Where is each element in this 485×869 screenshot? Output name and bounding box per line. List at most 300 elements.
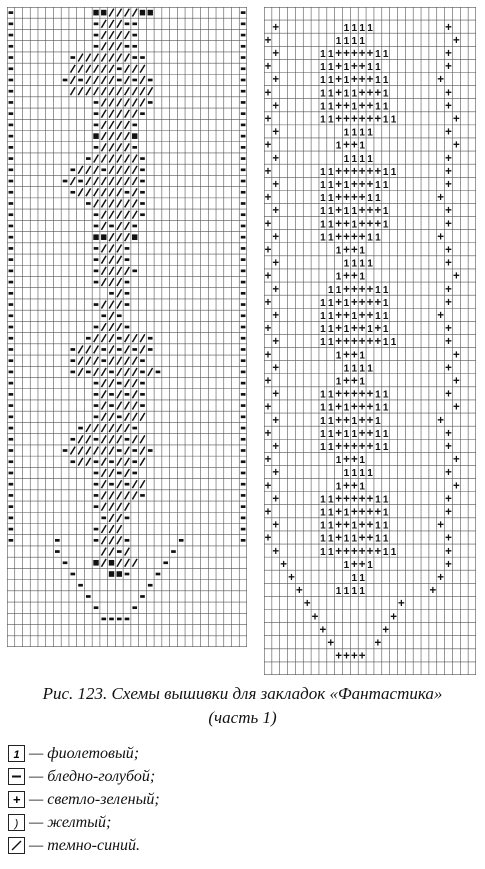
stitch-pale-blue [94, 101, 99, 104]
stitch-pale-blue [148, 337, 153, 340]
stitch-violet: 1 [390, 114, 397, 126]
stitch-violet: 1 [343, 62, 350, 74]
stitch-dark-blue [101, 323, 106, 331]
stitch-light-green: + [366, 401, 374, 414]
stitch-violet: 1 [351, 311, 358, 322]
stitch-dark-blue [132, 491, 137, 499]
stitch-violet: 1 [382, 101, 389, 113]
stitch-pale-blue [241, 359, 246, 362]
stitch-light-green: + [272, 310, 280, 322]
stitch-pale-blue [9, 157, 14, 160]
stitch-violet: 1 [343, 533, 350, 545]
stitch-dark-blue [109, 188, 114, 196]
stitch-pale-blue [70, 460, 75, 463]
stitch-light-green: + [264, 87, 272, 100]
stitch-violet: 1 [382, 337, 389, 349]
stitch-violet: 1 [382, 533, 389, 545]
stitch-light-green: + [350, 650, 358, 663]
stitch-pale-blue [140, 191, 145, 194]
stitch-light-green: + [445, 558, 452, 571]
stitch-light-green: + [335, 74, 342, 87]
stitch-light-green: + [366, 48, 374, 61]
stitch-dark-blue [101, 155, 106, 163]
stitch-violet: 1 [390, 546, 397, 558]
stitch-pale-blue [63, 180, 68, 183]
stitch-light-green: + [343, 244, 350, 257]
stitch-light-green: + [366, 283, 374, 296]
stitch-pale-blue [94, 528, 99, 531]
stitch-violet: 1 [327, 533, 334, 545]
stitch-pale-blue [9, 45, 14, 48]
stitch-dark-blue [86, 357, 91, 365]
stitch-pale-blue [140, 56, 145, 59]
stitch-pale-blue [94, 45, 99, 48]
stitch-light-green: + [398, 598, 405, 611]
stitch-light-green: + [343, 440, 350, 453]
stitch-dark-blue [109, 346, 114, 354]
stitch-pale-blue [9, 213, 14, 216]
stitch-violet: 1 [320, 62, 326, 74]
stitch-dark-blue [86, 346, 91, 354]
stitch-light-green: + [366, 87, 374, 100]
stitch-dark-blue [109, 503, 114, 511]
stitch-dark-blue [109, 76, 114, 84]
stitch-light-green: + [374, 545, 382, 558]
stitch-light-green: + [350, 545, 358, 558]
stitch-dark-blue [125, 491, 130, 499]
stitch-light-green: + [335, 336, 342, 349]
stitch-dark-blue [117, 188, 122, 196]
stitch-light-green: + [264, 244, 272, 257]
stitch-pale-blue [241, 168, 246, 171]
stitch-light-green: + [358, 296, 366, 309]
stitch-dark-blue [117, 525, 122, 533]
stitch-pale-blue [241, 56, 246, 59]
stitch-pale-blue [156, 573, 161, 576]
stitch-dark-blue [132, 379, 137, 387]
stitch-light-green: + [358, 61, 366, 74]
stitch-violet: 1 [375, 402, 381, 414]
stitch-violet: 1 [351, 428, 358, 440]
stitch-light-green: + [350, 323, 358, 336]
stitch-pale-blue [117, 79, 122, 82]
stitch-violet: 1 [375, 311, 381, 322]
stitch-dark-blue [109, 233, 114, 241]
stitch-violet: 1 [351, 572, 358, 584]
stitch-light-green: + [335, 165, 342, 178]
stitch-dark-blue [117, 211, 122, 219]
stitch-dark-blue [125, 87, 130, 95]
stitch-violet: 1 [320, 193, 326, 205]
stitch-light-green: + [264, 375, 272, 388]
stitch-violet: 1 [351, 533, 358, 545]
stitch-dark-blue [101, 222, 106, 230]
stitch-pale-blue [9, 168, 14, 171]
stitch-light-green: + [445, 152, 452, 165]
stitch-dark-blue [117, 99, 122, 107]
stitch-pale-blue-bold [140, 10, 145, 16]
stitch-dark-blue [101, 200, 106, 208]
stitch-pale-blue [9, 371, 14, 374]
stitch-light-green: + [343, 454, 350, 467]
stitch-violet: 1 [320, 415, 326, 427]
stitch-light-green: + [437, 310, 445, 322]
stitch-pale-blue [9, 326, 14, 329]
stitch-pale-blue [125, 393, 130, 396]
stitch-dark-blue [140, 435, 145, 443]
stitch-dark-blue [101, 143, 106, 151]
stitch-pale-blue-bold [109, 571, 114, 577]
stitch-violet: 1 [335, 284, 342, 296]
stitch-dark-blue [140, 99, 145, 107]
stitch-violet: 1 [343, 324, 350, 336]
stitch-dark-blue [117, 31, 122, 39]
stitch-dark-blue [86, 188, 91, 196]
stitch-dark-blue [101, 334, 106, 342]
stitch-violet: 1 [343, 428, 350, 440]
stitch-dark-blue [109, 469, 114, 477]
stitch-violet: 1 [327, 193, 334, 205]
stitch-light-green: + [453, 270, 460, 283]
stitch-pale-blue [94, 213, 99, 216]
stitch-dark-blue [94, 155, 99, 163]
stitch-light-green: + [445, 388, 452, 401]
stitch-light-green: + [272, 205, 280, 218]
stitch-pale-blue [109, 225, 114, 228]
stitch-dark-blue [117, 155, 122, 163]
stitch-pale-blue [241, 494, 246, 497]
stitch-pale-blue [125, 281, 130, 284]
stitch-pale-blue [132, 460, 137, 463]
stitch-violet: 1 [327, 546, 334, 558]
stitch-violet: 1 [343, 75, 350, 87]
stitch-pale-blue [109, 460, 114, 463]
stitch-pale-blue [241, 236, 246, 239]
stitch-violet: 1 [327, 494, 334, 506]
stitch-dark-blue [125, 54, 130, 62]
stitch-light-green: + [343, 349, 350, 362]
stitch-pale-blue [241, 382, 246, 385]
stitch-pale-blue [55, 539, 60, 542]
stitch-pale-blue [9, 337, 14, 340]
stitch-violet: 1 [320, 114, 326, 126]
stitch-pale-blue [140, 180, 145, 183]
stitch-dark-blue [109, 99, 114, 107]
stitch-violet: 1 [382, 428, 389, 440]
stitch-violet: 1 [327, 520, 334, 532]
stitch-pale-blue [241, 438, 246, 441]
stitch-dark-blue [94, 54, 99, 62]
stitch-dark-blue [101, 211, 106, 219]
stitch-violet: 1 [320, 428, 326, 440]
stitch-pale-blue-bold [132, 234, 137, 240]
stitch-light-green: + [358, 74, 366, 87]
stitch-light-green: + [350, 113, 358, 126]
stitch-dark-blue [132, 211, 137, 219]
stitch-pale-blue [241, 270, 246, 273]
stitch-violet: 1 [382, 114, 389, 126]
stitch-pale-blue [9, 258, 14, 261]
stitch-pale-blue [101, 348, 106, 351]
stitch-pale-blue [63, 79, 68, 82]
stitch-violet: 1 [320, 337, 326, 349]
stitch-pale-blue [132, 146, 137, 149]
stitch-violet: 1 [327, 311, 334, 322]
stitch-dark-blue [101, 121, 106, 129]
stitch-dark-blue [101, 503, 106, 511]
stitch-dark-blue [125, 559, 130, 567]
stitch-pale-blue [9, 382, 14, 385]
stitch-dark-blue [109, 121, 114, 129]
stitch-light-green: + [374, 323, 382, 336]
stitch-pale-blue [241, 258, 246, 261]
stitch-violet: 1 [320, 75, 326, 87]
stitch-pale-blue [132, 79, 137, 82]
stitch-dark-blue [109, 42, 114, 50]
stitch-pale-blue [94, 438, 99, 441]
figure-caption-part: (часть 1) [208, 708, 277, 727]
stitch-pale-blue [140, 112, 145, 115]
stitch-pale-blue [70, 348, 75, 351]
stitch-violet: 1 [327, 297, 334, 309]
stitch-dark-blue [101, 379, 106, 387]
stitch-dark-blue [109, 536, 114, 544]
stitch-violet: 1 [335, 350, 342, 362]
stitch-pale-blue [117, 550, 122, 553]
stitch-light-green: + [350, 192, 358, 205]
stitch-light-green: + [272, 152, 280, 165]
stitch-pale-blue [241, 449, 246, 452]
stitch-pale-blue [9, 11, 14, 14]
stitch-dark-blue [132, 166, 137, 174]
stitch-light-green: + [437, 414, 445, 427]
stitch-dark-blue [86, 65, 91, 73]
stitch-pale-blue [94, 281, 99, 284]
stitch-pale-blue [132, 22, 137, 25]
stitch-violet: 1 [320, 546, 326, 558]
stitch-pale-blue [132, 348, 137, 351]
stitch-dark-blue [109, 548, 114, 556]
stitch-pale-blue [9, 460, 14, 463]
stitch-light-green: + [366, 113, 374, 126]
stitch-violet: 1 [343, 127, 350, 139]
stitch-light-green: + [358, 401, 366, 414]
stitch-pale-blue [9, 505, 14, 508]
stitch-light-green: + [343, 388, 350, 401]
stitch-light-green: + [358, 87, 366, 100]
stitch-dark-blue [125, 402, 130, 410]
stitch-violet: 1 [335, 140, 342, 152]
stitch-pale-blue [241, 213, 246, 216]
stitch-light-green: + [264, 165, 272, 178]
stitch-violet: 1 [320, 180, 326, 192]
stitch-light-green: + [445, 336, 452, 349]
stitch-pale-blue [9, 56, 14, 59]
stitch-dark-blue [132, 87, 137, 95]
stitch-violet: 1 [375, 232, 381, 244]
stitch-dark-blue [101, 525, 106, 533]
stitch-pale-blue [132, 45, 137, 48]
stitch-light-green: + [350, 401, 358, 414]
stitch-dark-blue [148, 87, 153, 95]
stitch-dark-blue [78, 346, 83, 354]
stitch-violet: 1 [351, 206, 358, 218]
stitch-light-green: + [335, 113, 342, 126]
stitch-violet: 1 [382, 324, 389, 336]
stitch-light-green: + [358, 506, 366, 519]
stitch-violet: 1 [359, 350, 365, 362]
stitch-light-green: + [335, 506, 342, 519]
stitch-pale-blue [101, 314, 106, 317]
stitch-dark-blue [109, 323, 114, 331]
stitch-pale-blue [109, 618, 114, 621]
stitch-light-green: + [445, 545, 452, 558]
stitch-dark-blue [125, 334, 130, 342]
stitch-violet: 1 [320, 402, 326, 414]
stitch-pale-blue [148, 348, 153, 351]
stitch-dark-blue [117, 559, 122, 567]
stitch-light-green: + [335, 296, 342, 309]
stitch-violet: 1 [359, 153, 365, 165]
stitch-pale-blue [78, 180, 83, 183]
stitch-dark-blue [117, 480, 122, 488]
stitch-light-green: + [445, 48, 452, 61]
stitch-pale-blue [241, 303, 246, 306]
stitch-violet: 1 [343, 297, 350, 309]
legend-symbol-dark-blue [8, 837, 25, 854]
stitch-light-green: + [311, 611, 319, 624]
stitch-dark-blue [109, 301, 114, 309]
stitch-dark-blue [101, 31, 106, 39]
stitch-violet: 1 [327, 75, 334, 87]
stitch-pale-blue [241, 483, 246, 486]
stitch-pale-blue [94, 415, 99, 418]
stitch-pale-blue [241, 371, 246, 374]
stitch-violet: 1 [351, 153, 358, 165]
stitch-pale-blue-bold [101, 234, 106, 240]
stitch-pale-blue [9, 528, 14, 531]
stitch-light-green: + [453, 113, 460, 126]
stitch-light-green: + [350, 558, 358, 571]
stitch-violet: 1 [367, 559, 373, 571]
stitch-pale-blue [117, 618, 122, 621]
stitch-pale-blue [125, 45, 130, 48]
stitch-pale-blue [9, 79, 14, 82]
stitch-violet: 1 [382, 88, 389, 100]
stitch-dark-blue [117, 503, 122, 511]
stitch-violet: 1 [335, 376, 342, 388]
stitch-dark-blue [132, 559, 137, 567]
stitch-light-green: + [453, 34, 460, 47]
stitch-dark-blue [70, 65, 75, 73]
stitch-light-green: + [350, 480, 358, 493]
stitch-violet: 1 [367, 324, 373, 336]
stitch-light-green: + [445, 61, 452, 74]
stitch-dark-blue [70, 447, 75, 455]
stitch-light-green: + [445, 126, 452, 139]
stitch-dark-blue [140, 76, 145, 84]
stitch-pale-blue [132, 270, 137, 273]
stitch-pale-blue [78, 427, 83, 430]
stitch-light-green: + [366, 296, 374, 309]
stitch-light-green: + [264, 532, 272, 545]
stitch-violet: 1 [382, 297, 389, 309]
stitch-violet: 1 [375, 533, 381, 545]
stitch-pale-blue [241, 393, 246, 396]
stitch-violet: 1 [390, 166, 397, 178]
stitch-violet: 1 [335, 271, 342, 283]
stitch-dark-blue [101, 368, 106, 376]
stitch-pale-blue [70, 56, 75, 59]
stitch-dark-blue [117, 514, 122, 522]
stitch-violet: 1 [327, 441, 334, 453]
stitch-light-green: + [429, 585, 437, 598]
stitch-pale-blue [241, 337, 246, 340]
stitch-dark-blue [70, 87, 75, 95]
stitch-light-green: + [358, 113, 366, 126]
stitch-pale-blue [9, 101, 14, 104]
stitch-dark-blue [101, 469, 106, 477]
stitch-pale-blue [241, 191, 246, 194]
stitch-pale-blue [9, 124, 14, 127]
stitch-pale-blue [125, 191, 130, 194]
stitch-dark-blue [101, 548, 106, 556]
stitch-dark-blue [94, 346, 99, 354]
legend-item-dark-blue [8, 834, 160, 857]
stitch-light-green: + [335, 205, 342, 218]
stitch-dark-blue [78, 54, 83, 62]
stitch-dark-blue [125, 76, 130, 84]
stitch-pale-blue [132, 449, 137, 452]
stitch-dark-blue [78, 435, 83, 443]
stitch-light-green: + [335, 414, 342, 427]
stitch-violet: 1 [335, 35, 342, 47]
stitch-violet: 1 [359, 271, 365, 283]
stitch-pale-blue [132, 56, 137, 59]
stitch-violet: 1 [320, 494, 326, 506]
stitch-violet: 1 [327, 62, 334, 74]
stitch-violet: 1 [351, 520, 358, 532]
stitch-dark-blue [109, 143, 114, 151]
stitch-pale-blue [241, 427, 246, 430]
stitch-light-green: + [350, 61, 358, 74]
stitch-light-green: + [264, 323, 272, 336]
stitch-light-green: + [437, 74, 445, 87]
stitch-violet: 1 [359, 22, 365, 34]
stitch-dark-blue [109, 525, 114, 533]
stitch-dark-blue [125, 65, 130, 73]
stitch-dark-blue [117, 177, 122, 185]
stitch-light-green: + [272, 283, 280, 296]
stitch-light-green: + [437, 571, 445, 584]
stitch-violet: 1 [367, 363, 373, 375]
stitch-dark-blue [101, 435, 106, 443]
stitch-pale-blue [94, 472, 99, 475]
stitch-dark-blue [117, 323, 122, 331]
stitch-violet: 1 [327, 324, 334, 336]
stitch-light-green: + [350, 270, 358, 283]
stitch-pale-blue [140, 168, 145, 171]
stitch-dark-blue [140, 447, 145, 455]
stitch-light-green: + [264, 139, 272, 152]
stitch-light-green: + [350, 48, 358, 61]
stitch-dark-blue [86, 458, 91, 466]
stitch-violet: 1 [375, 101, 381, 113]
stitch-violet: 1 [343, 206, 350, 218]
stitch-dark-blue [132, 177, 137, 185]
stitch-pale-blue [78, 584, 83, 587]
stitch-violet: 1 [359, 481, 365, 493]
